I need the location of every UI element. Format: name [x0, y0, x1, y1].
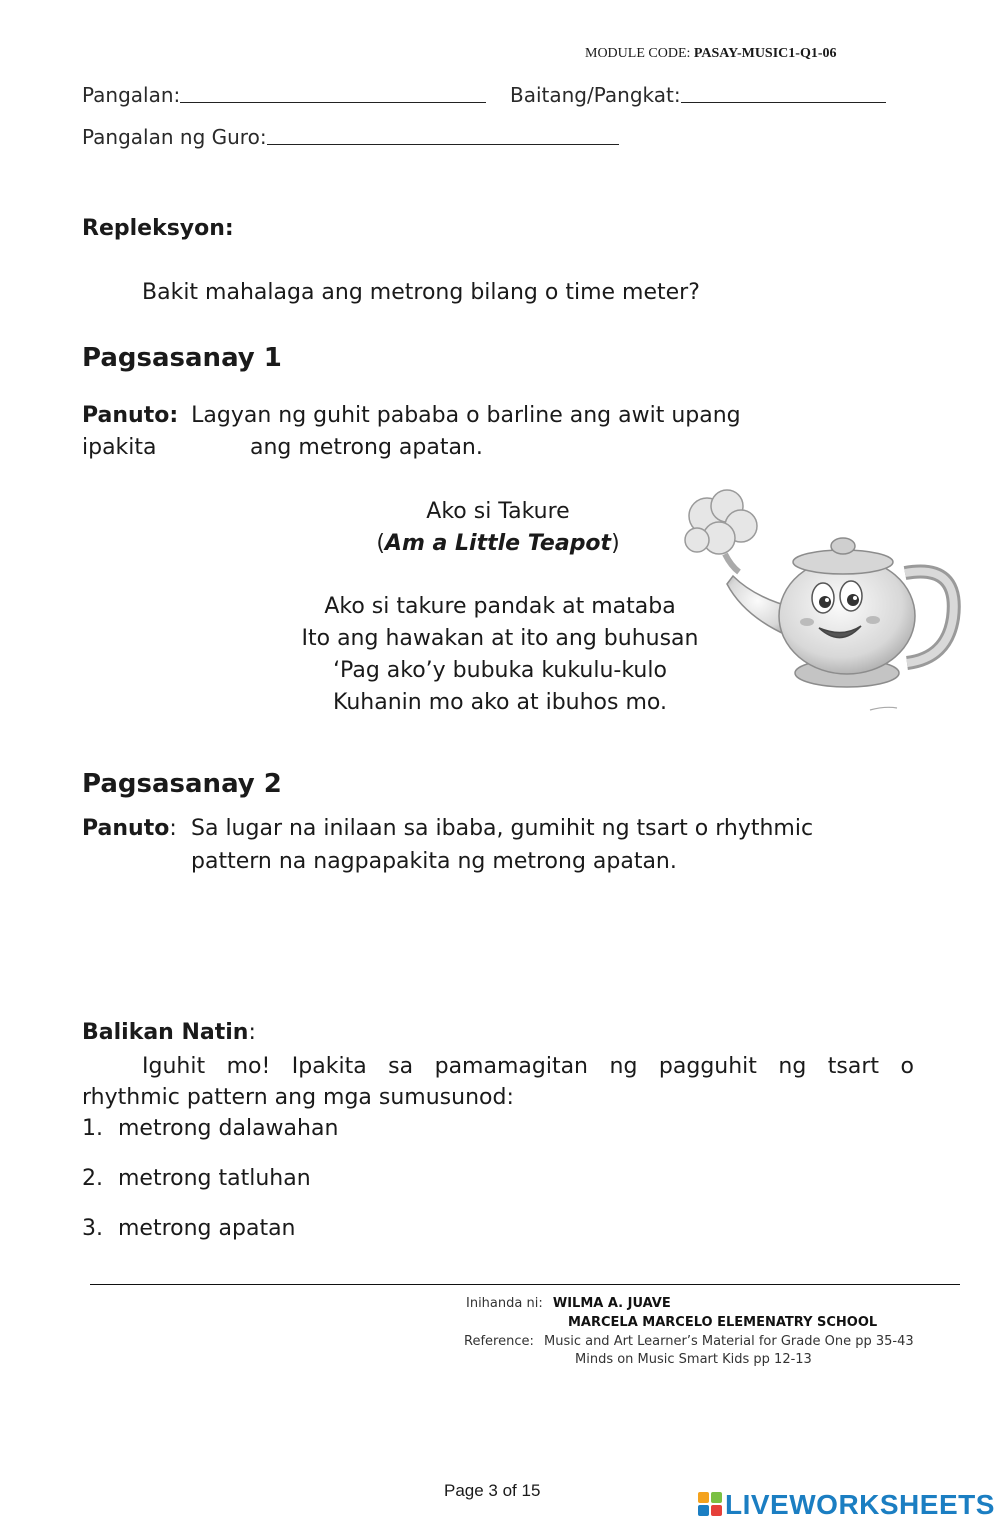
school-name: MARCELA MARCELO ELEMENATRY SCHOOL — [568, 1315, 878, 1330]
list-item-number: 1. — [82, 1116, 103, 1141]
teapot-illustration — [675, 488, 970, 723]
reference-2: Minds on Music Smart Kids pp 12-13 — [575, 1352, 812, 1367]
author-name: WILMA A. JUAVE — [552, 1296, 671, 1311]
pagsasanay1-panuto-line2a: ipakita — [82, 435, 157, 460]
list-item-text: metrong apatan — [118, 1216, 296, 1241]
steam-cloud — [685, 490, 757, 554]
module-code-label: MODULE CODE: — [585, 46, 691, 61]
footer-divider — [90, 1284, 960, 1285]
list-item — [82, 1216, 296, 1241]
list-item — [82, 1166, 311, 1191]
pagsasanay2-panuto-text2: pattern na nagpapakita ng metrong apatan. — [191, 849, 677, 874]
baitang-blank[interactable] — [681, 82, 886, 103]
balikan-line2: rhythmic pattern ang mga sumusunod: — [82, 1085, 514, 1110]
song-subtitle: Am a Little Teapot — [384, 531, 612, 556]
lyric-line: ‘Pag ako’y bubuka kukulu-kulo — [333, 658, 667, 683]
brand-name: LIVEWORKSHEETS — [725, 1489, 995, 1520]
liveworksheets-logo-icon — [697, 1491, 723, 1517]
list-item-number: 2. — [82, 1166, 103, 1191]
repleksyon-question: Bakit mahalaga ang metrong bilang o time meter? — [142, 280, 700, 305]
guro-label: Pangalan ng Guro: — [82, 125, 267, 149]
module-code-value: PASAY-MUSIC1-Q1-06 — [693, 46, 837, 61]
page-number: Page 3 of 15 — [444, 1481, 541, 1500]
pagsasanay1-title: Pagsasanay 1 — [82, 343, 282, 373]
song-title: Ako si Takure — [426, 499, 570, 524]
reference-label: Reference: — [464, 1334, 534, 1349]
lyric-line: Ako si takure pandak at mataba — [324, 594, 676, 619]
list-item-text: metrong tatluhan — [118, 1166, 311, 1191]
reference-1: Music and Art Learner’s Material for Grade One pp 35-43 — [543, 1334, 914, 1349]
guro-field — [82, 124, 619, 149]
list-item — [82, 1116, 338, 1141]
pagsasanay2-panuto-label: Panuto — [82, 816, 170, 841]
baitang-field — [510, 82, 886, 107]
pangalan-blank[interactable] — [180, 82, 486, 103]
pagsasanay1-panuto-text1: Lagyan ng guhit pababa o barline ang awit upang — [191, 403, 741, 428]
baitang-label: Baitang/Pangkat: — [510, 83, 681, 107]
pagsasanay2-title: Pagsasanay 2 — [82, 769, 282, 799]
pagsasanay1-panuto-line1 — [82, 403, 741, 428]
reference-line1 — [464, 1334, 914, 1349]
guro-blank[interactable] — [267, 124, 619, 145]
pagsasanay1-panuto-label: Panuto: — [82, 403, 179, 428]
lyric-line: Kuhanin mo ako at ibuhos mo. — [333, 690, 667, 715]
repleksyon-heading: Repleksyon: — [82, 216, 234, 241]
module-code — [585, 46, 837, 62]
liveworksheets-brand — [697, 1489, 995, 1521]
prepared-by — [466, 1296, 671, 1311]
prepared-label: Inihanda ni: — [466, 1296, 543, 1311]
pagsasanay2-panuto-line1: Panuto: — [82, 816, 177, 841]
pagsasanay1-panuto-line2b: ang metrong apatan. — [250, 435, 483, 460]
balikan-line1: Iguhit mo! Ipakita sa pamamagitan ng pagguhit ng tsart o — [142, 1054, 914, 1079]
list-item-number: 3. — [82, 1216, 103, 1241]
list-item-text: metrong dalawahan — [118, 1116, 339, 1141]
lyric-line: Ito ang hawakan at ito ang buhusan — [301, 626, 699, 651]
song-subtitle-wrap: (Am a Little Teapot) — [376, 531, 620, 556]
school-name-wrap — [568, 1315, 877, 1330]
pagsasanay2-panuto-text1: Sa lugar na inilaan sa ibaba, gumihit ng tsart o rhythmic — [191, 816, 814, 841]
drawing-space[interactable] — [82, 890, 912, 1010]
pangalan-label: Pangalan: — [82, 83, 181, 107]
balikan-heading: Balikan Natin — [82, 1020, 249, 1045]
pangalan-field — [82, 82, 486, 107]
balikan-heading-wrap: Balikan Natin: — [82, 1020, 256, 1045]
